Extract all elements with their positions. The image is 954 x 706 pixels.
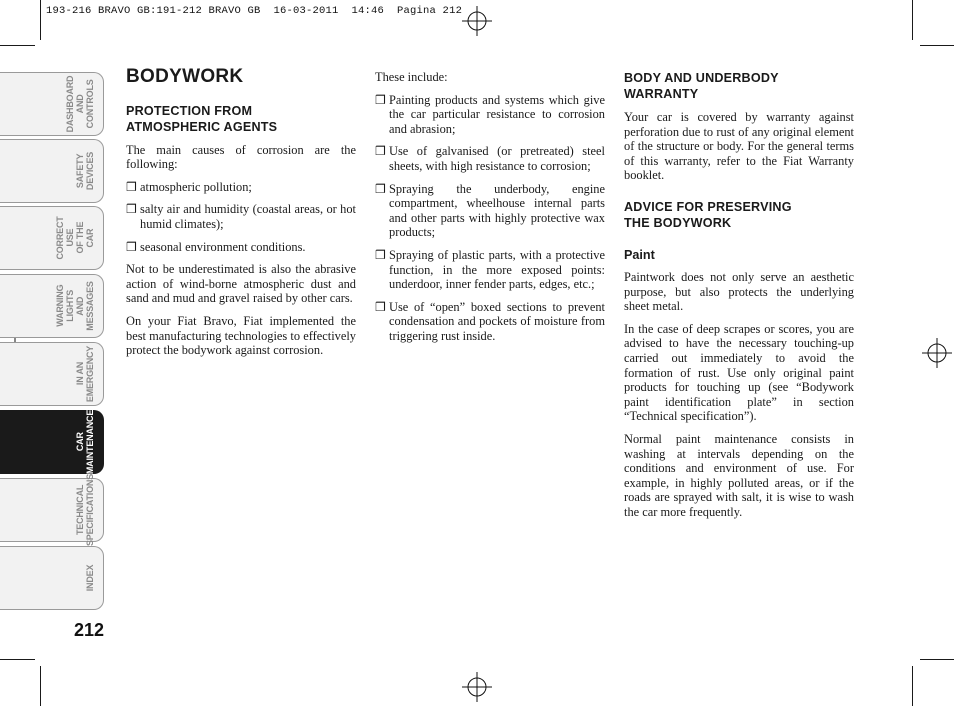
crop-mark bbox=[912, 0, 913, 40]
list-item-text: Spraying the underbody, engine compartment, wheelhouse internal parts and other parts with highly protective wax products; bbox=[389, 181, 605, 240]
list-item-text: seasonal environment conditions. bbox=[140, 239, 306, 254]
column-2 bbox=[375, 70, 605, 352]
paragraph: Normal paint maintenance consists in washing at intervals depending on the conditions and environment of use. For example, in highly polluted areas, or if the roads are sprayed with salt, it is wise to wash the car more frequently. bbox=[624, 431, 854, 519]
tab-label: CAR MAINTENANCE bbox=[75, 409, 95, 475]
tab-label: TECHNICAL SPECIFICATIONS bbox=[75, 473, 95, 547]
tab-label: INDEX bbox=[85, 564, 95, 592]
list-item-text: Painting products and systems which give the car particular resistance to corrosion and abrasion; bbox=[389, 92, 605, 136]
paragraph: Paintwork does not only serve an aesthetic purpose, but also protects the underlying sheet metal. bbox=[624, 269, 854, 314]
registration-mark-icon bbox=[922, 338, 952, 368]
print-header: 193-216 BRAVO GB:191-212 BRAVO GB 16-03-2011 14:46 Pagina 212 bbox=[46, 5, 463, 17]
tab-label: WARNING LIGHTS AND MESSAGES bbox=[55, 281, 95, 331]
list-item bbox=[126, 202, 356, 231]
section-heading: PROTECTION FROM ATMOSPHERIC AGENTS bbox=[126, 103, 278, 134]
section-heading: ADVICE FOR PRESERVING THE BODYWORK bbox=[624, 199, 792, 230]
tab-index[interactable] bbox=[0, 546, 104, 610]
list-item bbox=[126, 240, 356, 255]
list-item bbox=[375, 248, 605, 292]
checkbox-bullet-icon: ❒ bbox=[375, 181, 386, 196]
crop-mark bbox=[40, 666, 41, 706]
registration-mark-icon bbox=[462, 672, 492, 702]
section-heading: BODY AND UNDERBODY WARRANTY bbox=[624, 71, 779, 101]
crop-mark bbox=[0, 659, 35, 660]
paragraph: Your car is covered by warranty against perforation due to rust of any original element of the structure or body. For the general terms of this warranty, refer to the Fiat Warranty booklet. bbox=[624, 110, 854, 183]
list-item-text: salty air and humidity (coastal areas, or hot humid climates); bbox=[140, 202, 356, 231]
checkbox-bullet-icon: ❒ bbox=[126, 202, 137, 217]
crop-mark bbox=[40, 0, 41, 40]
column-1 bbox=[126, 66, 356, 366]
checkbox-bullet-icon: ❒ bbox=[375, 92, 386, 107]
tab-safety-devices[interactable] bbox=[0, 139, 104, 203]
list-item bbox=[375, 300, 605, 344]
column-3 bbox=[624, 70, 854, 527]
crop-mark bbox=[0, 45, 35, 46]
tab-label: SAFETY DEVICES bbox=[75, 151, 95, 191]
paragraph: The main causes of corrosion are the following: bbox=[126, 142, 356, 172]
checkbox-bullet-icon: ❒ bbox=[375, 247, 386, 262]
checkbox-bullet-icon: ❒ bbox=[375, 299, 386, 314]
list-item bbox=[375, 182, 605, 240]
paragraph: Not to be underestimated is also the abrasive action of wind-borne atmospheric dust and sand and mud and gravel raised by other cars. bbox=[126, 262, 356, 306]
tab-technical-specifications[interactable] bbox=[0, 473, 104, 547]
tab-car-maintenance[interactable] bbox=[0, 410, 104, 474]
registration-mark-icon bbox=[462, 6, 492, 36]
list-item-text: Use of “open” boxed sections to prevent condensation and pockets of moisture from triggering rust inside. bbox=[389, 299, 605, 343]
checkbox-bullet-icon: ❒ bbox=[375, 144, 386, 159]
list-item-text: Spraying of plastic parts, with a protective function, in the more exposed points: underdoor, inner fender parts, edges, etc.; bbox=[389, 247, 605, 292]
paragraph: These include: bbox=[375, 70, 448, 84]
paragraph: On your Fiat Bravo, Fiat implemented the best manufacturing technologies to effectively protect the bodywork against corrosion. bbox=[126, 313, 356, 358]
tab-correct-use[interactable] bbox=[0, 206, 104, 270]
tab-warning-lights[interactable] bbox=[0, 274, 104, 338]
list-item bbox=[375, 93, 605, 137]
tab-in-an-emergency[interactable] bbox=[0, 342, 104, 406]
list-item-text: atmospheric pollution; bbox=[140, 179, 252, 194]
crop-mark bbox=[920, 659, 954, 660]
crop-mark bbox=[920, 45, 954, 46]
page-number: 212 bbox=[74, 620, 105, 640]
tab-dashboard-and-controls[interactable] bbox=[0, 72, 104, 136]
tab-label: CORRECT USE OF THE CAR bbox=[55, 216, 95, 260]
checkbox-bullet-icon: ❒ bbox=[126, 179, 137, 194]
subheading: Paint bbox=[624, 247, 655, 262]
paragraph: In the case of deep scrapes or scores, you are advised to have the necessary touching-up carried out immediately to avoid the formation of rust. Use only original paint products for touching up (see “Bodywork paint identification plate” in section “Technical specification”). bbox=[624, 321, 854, 424]
tab-label: IN AN EMERGENCY bbox=[75, 345, 95, 403]
list-item-text: Use of galvanised (or pretreated) steel sheets, with high resistance to corrosion; bbox=[389, 144, 605, 173]
tab-label: DASHBOARD AND CONTROLS bbox=[65, 75, 95, 133]
list-item bbox=[126, 180, 356, 195]
page-title: BODYWORK bbox=[126, 66, 244, 87]
list-item bbox=[375, 144, 605, 173]
checkbox-bullet-icon: ❒ bbox=[126, 239, 137, 254]
crop-mark bbox=[912, 666, 913, 706]
